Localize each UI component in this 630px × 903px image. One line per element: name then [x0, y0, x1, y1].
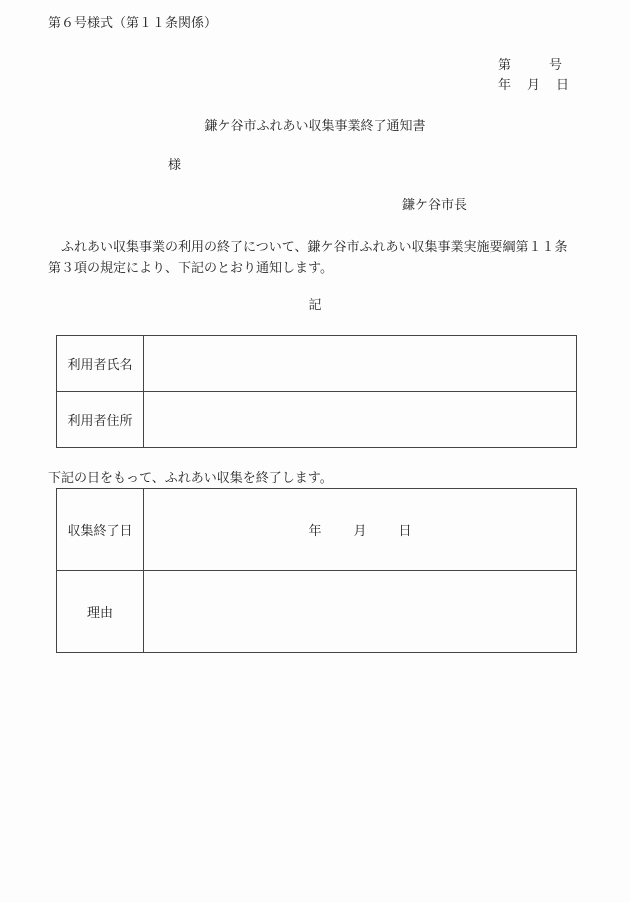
document-date-day: 日: [556, 78, 570, 93]
document-date-year: 年: [498, 78, 512, 93]
end-date-day: 日: [398, 524, 412, 539]
reason-label: 理由: [57, 571, 144, 653]
form-number: 第６号様式（第１１条関係）: [48, 16, 218, 31]
table-row: [57, 392, 577, 448]
end-date-month: 月: [353, 524, 367, 539]
document-title: 鎌ケ谷市ふれあい収集事業終了通知書: [204, 119, 426, 134]
document-date-month: 月: [527, 78, 541, 93]
ki-heading: 記: [308, 298, 322, 313]
reason-field[interactable]: [144, 571, 577, 653]
document-number-suffix: 号: [549, 58, 563, 73]
end-date-year: 年: [308, 524, 322, 539]
recipient-suffix: 様: [168, 158, 182, 173]
table-row: [57, 489, 577, 571]
user-name-field[interactable]: [144, 336, 577, 392]
user-info-table: [56, 335, 577, 448]
document-number-line: [498, 59, 562, 72]
body-paragraph: ふれあい収集事業の利用の終了について、鎌ケ谷市ふれあい収集事業実施要綱第１１条第３項の規定により、下記のとおり通知します。: [48, 240, 568, 276]
document-number-prefix: 第: [498, 58, 512, 73]
lead-text: 下記の日をもって、ふれあい収集を終了します。: [48, 471, 333, 486]
table-row: [57, 336, 577, 392]
end-info-table: [56, 488, 577, 653]
user-address-label: 利用者住所: [57, 392, 144, 448]
sender-name: 鎌ケ谷市長: [402, 198, 468, 213]
table-row: [57, 571, 577, 653]
end-date-field[interactable]: [144, 489, 577, 571]
end-date-label: 収集終了日: [57, 489, 144, 571]
document-date-line: [498, 79, 569, 92]
user-address-field[interactable]: [144, 392, 577, 448]
user-name-label: 利用者氏名: [57, 336, 144, 392]
